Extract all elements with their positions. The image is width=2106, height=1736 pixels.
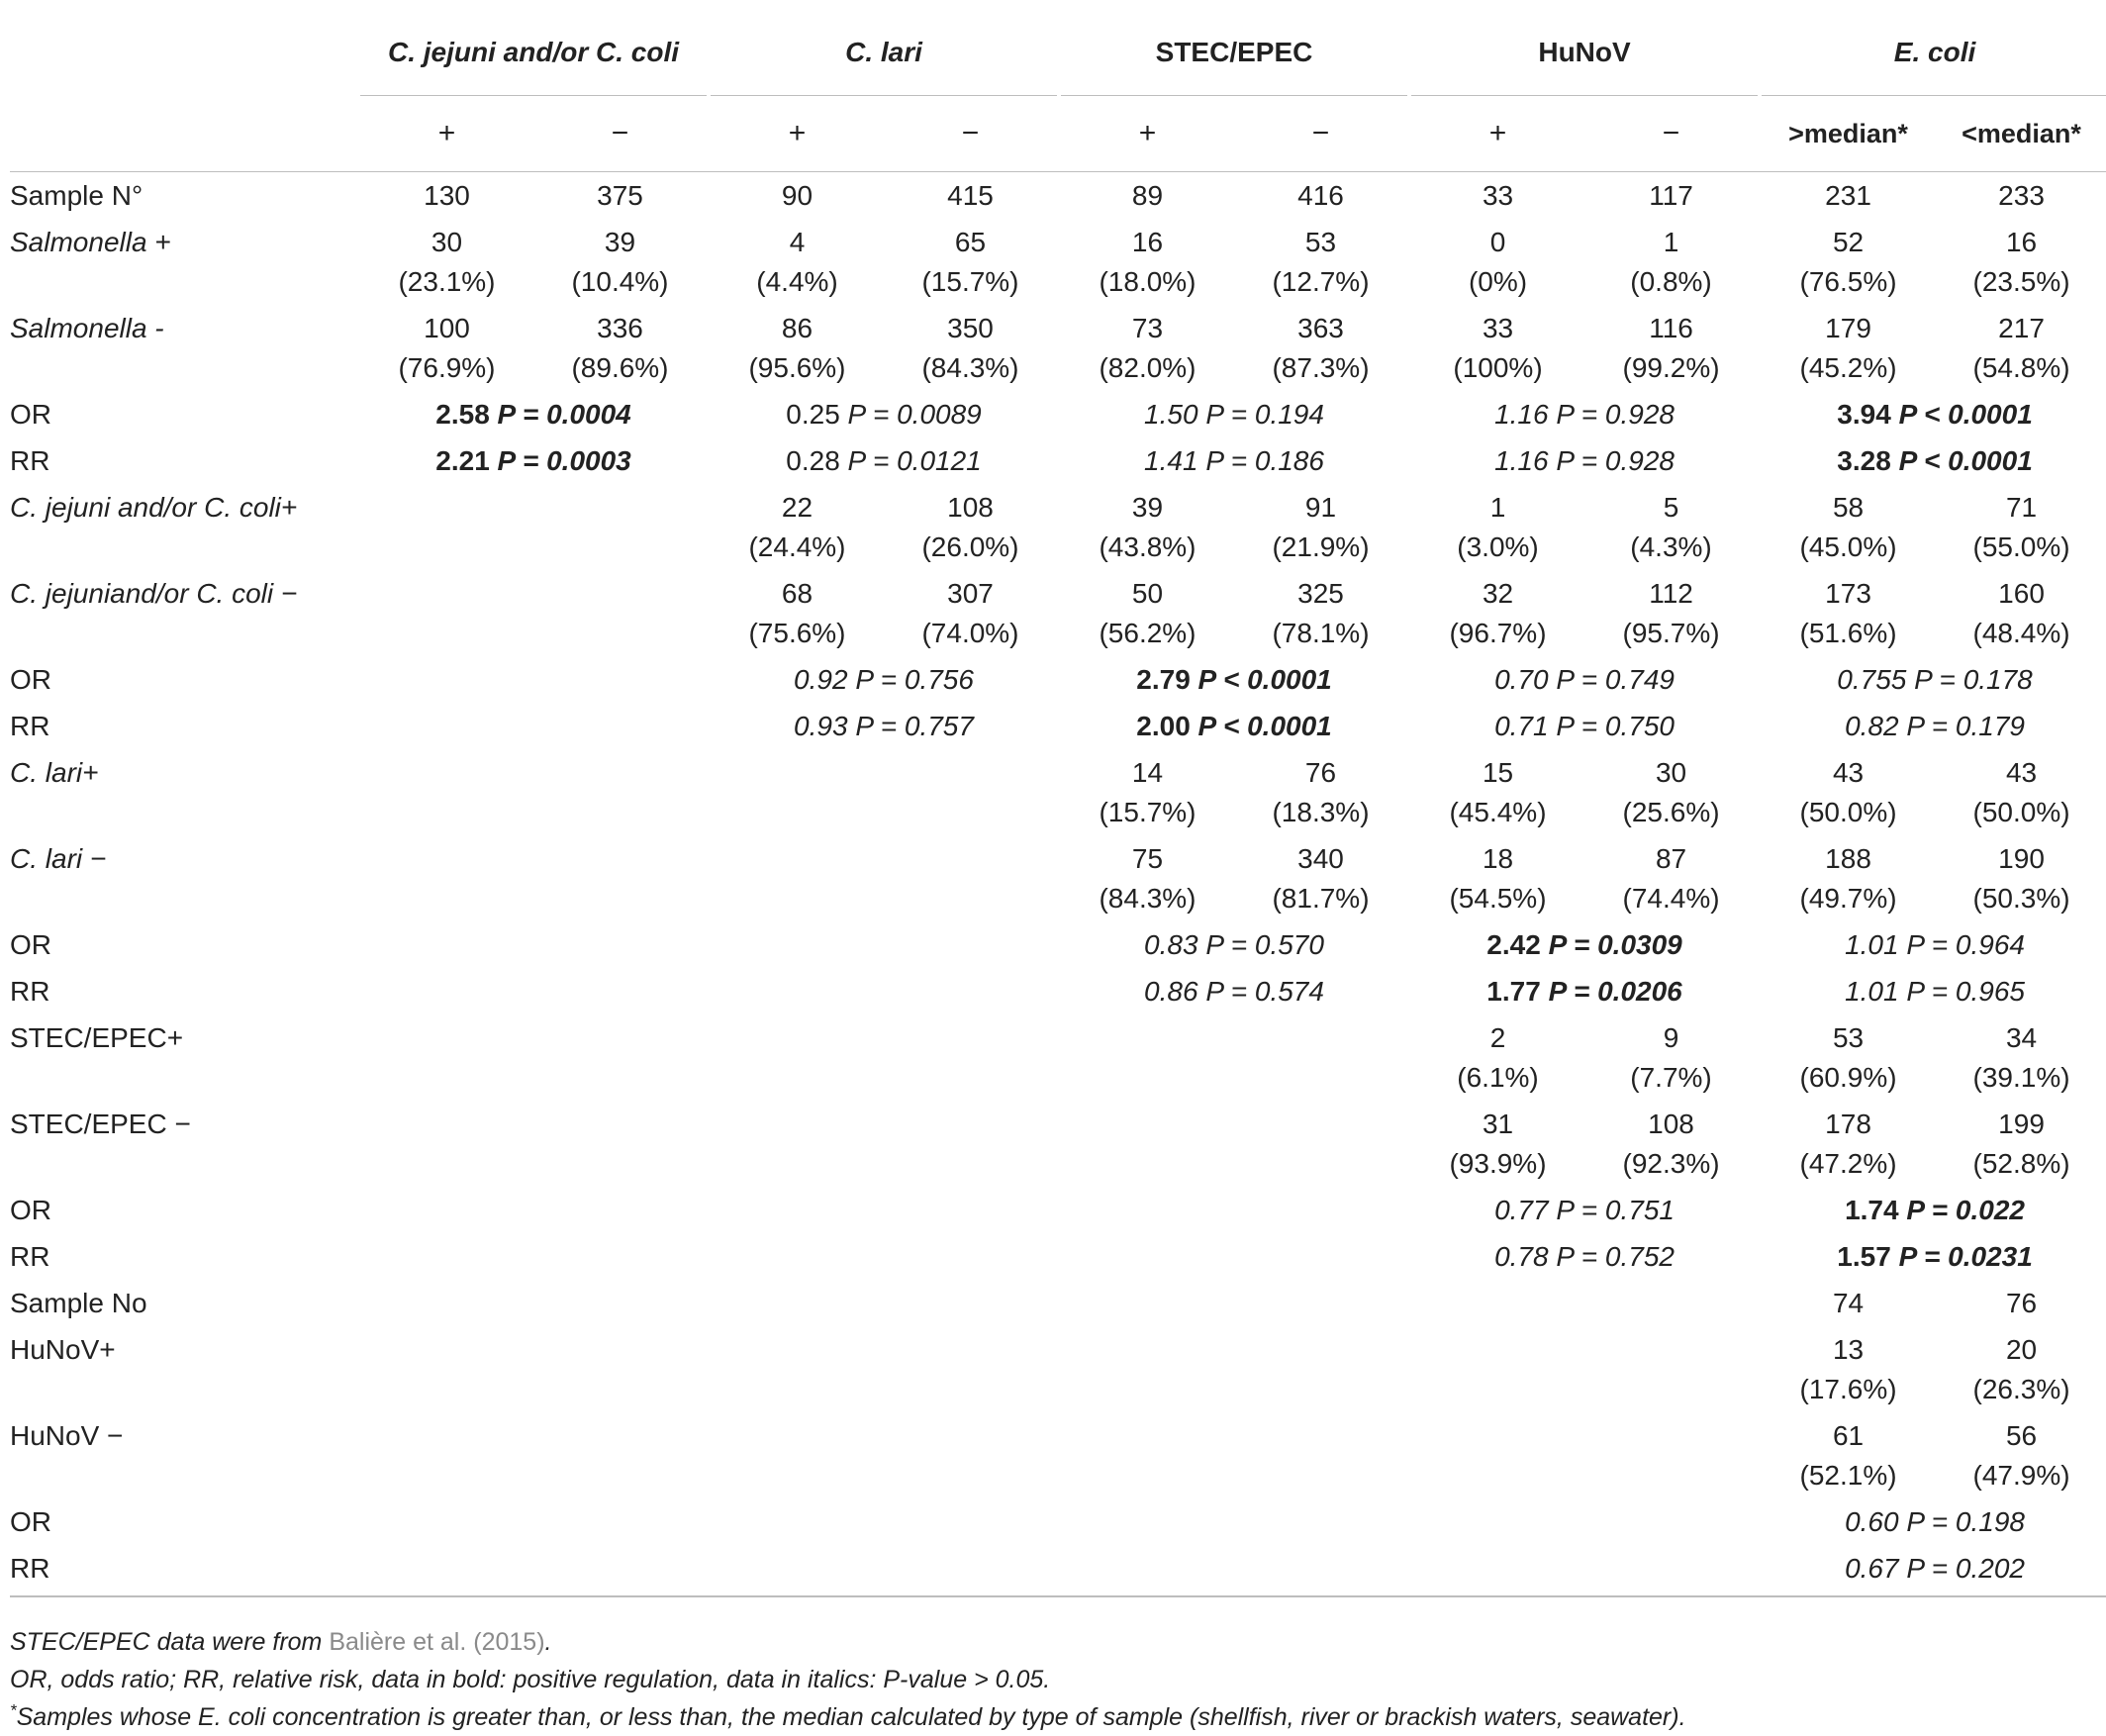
subheader-below-median: <median* [1935, 96, 2106, 172]
stat-cell: 0.60 P = 0.198 [1845, 1506, 2025, 1537]
subheader: + [360, 96, 533, 172]
subheader: − [1234, 96, 1407, 172]
stat-cell: 1.57 P = 0.0231 [1837, 1241, 2033, 1272]
subheader: − [884, 96, 1057, 172]
stat-cell: 1.41 P = 0.186 [1144, 445, 1324, 476]
row-label: C. lari − [10, 843, 107, 874]
table-cell: 50 (56.2%) [1099, 578, 1197, 648]
group-header-hunov: HuNoV [1411, 10, 1758, 96]
table-cell: 16 (18.0%) [1099, 227, 1197, 297]
table-cell: 76 (18.3%) [1272, 757, 1370, 827]
table-cell: 89 [1131, 180, 1164, 211]
table-cell: 1 (3.0%) [1457, 492, 1539, 562]
row-label: RR [10, 1241, 50, 1272]
table-row [10, 1237, 2106, 1284]
stat-cell: 3.94 P < 0.0001 [1837, 399, 2033, 430]
row-label: C. jejuniand/or C. coli − [10, 578, 298, 609]
row-label: C. lari+ [10, 757, 99, 788]
table-cell: 18 (54.5%) [1449, 843, 1547, 914]
table-cell: 33 (100%) [1453, 313, 1543, 383]
header-row-subgroups [10, 96, 2106, 172]
table-cell: 58 (45.0%) [1799, 492, 1897, 562]
table-row [10, 172, 2106, 224]
table-cell: 9 (7.7%) [1630, 1022, 1712, 1093]
table-cell: 15 (45.4%) [1449, 757, 1547, 827]
table-cell: 73 (82.0%) [1099, 313, 1197, 383]
table-cell: 325 (78.1%) [1272, 578, 1370, 648]
subheader: − [533, 96, 707, 172]
table-cell: 160 (48.4%) [1972, 578, 2070, 648]
group-header-cjejuni: C. jejuni and/or C. coli [360, 10, 707, 96]
footnote-median: *Samples whose E. coli concentration is greater than, or less than, the median calculated by type of sample (shellfish, river or brackish waters, seawater). [10, 1700, 1686, 1731]
group-header-clari: C. lari [711, 10, 1057, 96]
row-label: RR [10, 976, 50, 1007]
table-cell: 90 [781, 180, 814, 211]
row-label: Salmonella + [10, 227, 171, 257]
table-cell: 188 (49.7%) [1799, 843, 1897, 914]
table-row [10, 395, 2106, 441]
stat-cell: 1.01 P = 0.964 [1845, 929, 2025, 960]
subheader: + [1411, 96, 1584, 172]
table-cell: 53 (60.9%) [1799, 1022, 1897, 1093]
row-label: Sample N° [10, 180, 144, 211]
table-cell: 68 (75.6%) [748, 578, 846, 648]
table-row [10, 1284, 2106, 1330]
table-cell: 2 (6.1%) [1457, 1022, 1539, 1093]
row-label: C. jejuni and/or C. coli+ [10, 492, 298, 523]
stat-cell: 1.77 P = 0.0206 [1486, 976, 1682, 1007]
stat-cell: 0.86 P = 0.574 [1144, 976, 1324, 1007]
table-cell: 336 (89.6%) [571, 313, 669, 383]
table-cell: 56 (47.9%) [1972, 1420, 2070, 1491]
group-header-stec: STEC/EPEC [1061, 10, 1407, 96]
subheader-above-median: >median* [1762, 96, 1935, 172]
table-footnotes [10, 1623, 1686, 1736]
table-cell: 0 (0%) [1468, 227, 1528, 297]
table-cell: 87 (74.4%) [1622, 843, 1720, 914]
table-cell: 71 (55.0%) [1972, 492, 2070, 562]
table-cell: 1 (0.8%) [1630, 227, 1712, 297]
table-cell: 130 [424, 180, 470, 211]
table-cell: 43 (50.0%) [1799, 757, 1897, 827]
stat-cell: 1.16 P = 0.928 [1494, 399, 1675, 430]
table-cell: 13 (17.6%) [1799, 1334, 1897, 1404]
stat-cell: 0.70 P = 0.749 [1494, 664, 1675, 695]
table-row [10, 223, 2106, 309]
table-cell: 52 (76.5%) [1799, 227, 1897, 297]
table-cell: 100 (76.9%) [398, 313, 496, 383]
row-label: OR [10, 929, 51, 960]
table-row [10, 660, 2106, 707]
stat-cell: 1.16 P = 0.928 [1494, 445, 1675, 476]
table-row [10, 1416, 2106, 1502]
table-row [10, 1330, 2106, 1416]
row-label: HuNoV+ [10, 1334, 116, 1365]
table-cell: 33 [1482, 180, 1514, 211]
table-cell: 14 (15.7%) [1099, 757, 1197, 827]
stat-cell: 1.74 P = 0.022 [1845, 1195, 2025, 1225]
footnote-source: STEC/EPEC data were from Balière et al. (2015). [10, 1628, 552, 1656]
stat-cell: 0.77 P = 0.751 [1494, 1195, 1675, 1225]
table-cell: 112 (95.7%) [1622, 578, 1720, 648]
row-label: STEC/EPEC+ [10, 1022, 184, 1053]
table-cell: 190 (50.3%) [1972, 843, 2070, 914]
table-cell: 43 (50.0%) [1972, 757, 2070, 827]
table-cell: 4 (4.4%) [756, 227, 838, 297]
table-cell: 22 (24.4%) [748, 492, 846, 562]
row-label: OR [10, 399, 51, 430]
table-row [10, 574, 2106, 660]
table-cell: 217 (54.8%) [1972, 313, 2070, 383]
subheader: − [1584, 96, 1758, 172]
row-label: STEC/EPEC − [10, 1109, 191, 1139]
table-row [10, 1018, 2106, 1105]
header-corner [10, 10, 360, 96]
table-cell: 416 [1297, 180, 1344, 211]
table-cell: 117 [1649, 180, 1693, 211]
stat-cell: 0.82 P = 0.179 [1845, 711, 2025, 741]
table-row [10, 753, 2106, 839]
table-cell: 39 (43.8%) [1099, 492, 1197, 562]
table-cell: 65 (15.7%) [921, 227, 1019, 297]
table-cell: 20 (26.3%) [1972, 1334, 2070, 1404]
row-label: RR [10, 1549, 360, 1596]
table-cell: 91 (21.9%) [1272, 492, 1370, 562]
stat-cell: 0.25 P = 0.0089 [786, 399, 982, 430]
row-label: OR [10, 1506, 51, 1537]
table-cell: 233 [1998, 180, 2045, 211]
association-table [10, 10, 2106, 1597]
table-cell: 375 [597, 180, 643, 211]
stat-cell: 2.42 P = 0.0309 [1486, 929, 1682, 960]
table-row [10, 488, 2106, 574]
table-cell: 178 (47.2%) [1799, 1109, 1897, 1179]
row-label: Sample No [10, 1288, 147, 1318]
table-cell: 173 (51.6%) [1799, 578, 1897, 648]
group-header-ecoli: E. coli [1762, 10, 2106, 96]
stat-cell: 2.58 P = 0.0004 [435, 399, 631, 430]
reference-link[interactable]: Balière et al. (2015) [329, 1628, 545, 1656]
stat-cell: 0.92 P = 0.756 [794, 664, 974, 695]
table-cell: 415 [947, 180, 994, 211]
table-cell: 32 (96.7%) [1449, 578, 1547, 648]
row-label: OR [10, 664, 51, 695]
table-cell: 350 (84.3%) [921, 313, 1019, 383]
stat-cell: 0.28 P = 0.0121 [786, 445, 982, 476]
row-label: Salmonella - [10, 313, 164, 343]
table-cell: 30 (25.6%) [1622, 757, 1720, 827]
table-cell: 39 (10.4%) [571, 227, 669, 297]
stat-cell: 2.79 P < 0.0001 [1136, 664, 1332, 695]
stat-cell: 0.755 P = 0.178 [1837, 664, 2033, 695]
stat-cell: 1.01 P = 0.965 [1845, 976, 2025, 1007]
table-cell: 34 (39.1%) [1972, 1022, 2070, 1093]
table-row [10, 1105, 2106, 1191]
row-label: OR [10, 1195, 51, 1225]
table-row [10, 925, 2106, 972]
table-cell: 116 (99.2%) [1622, 313, 1720, 383]
table-row [10, 1549, 2106, 1596]
table-cell: 61 (52.1%) [1799, 1420, 1897, 1491]
table-cell: 307 (74.0%) [921, 578, 1019, 648]
stat-cell: 2.21 P = 0.0003 [435, 445, 631, 476]
table-row [10, 707, 2106, 753]
stat-cell: 2.00 P < 0.0001 [1136, 711, 1332, 741]
stat-cell: 0.93 P = 0.757 [794, 711, 974, 741]
row-label: RR [10, 711, 50, 741]
subheader: + [711, 96, 884, 172]
stat-cell: 3.28 P < 0.0001 [1837, 445, 2033, 476]
table-cell: 31 (93.9%) [1449, 1109, 1547, 1179]
table-cell: 16 (23.5%) [1972, 227, 2070, 297]
table-cell: 108 (26.0%) [921, 492, 1019, 562]
table-cell: 340 (81.7%) [1272, 843, 1370, 914]
table-row [10, 441, 2106, 488]
table-cell: 179 (45.2%) [1799, 313, 1897, 383]
table-cell: 75 (84.3%) [1099, 843, 1197, 914]
stat-cell: 0.83 P = 0.570 [1144, 929, 1324, 960]
table-row [10, 309, 2106, 395]
row-label: RR [10, 445, 50, 476]
table-cell: 199 (52.8%) [1972, 1109, 2070, 1179]
row-label: HuNoV − [10, 1420, 124, 1451]
table-cell: 74 [1832, 1288, 1865, 1318]
footnote-abbreviations: OR, odds ratio; RR, relative risk, data in bold: positive regulation, data in italics: P-value > 0.05. [10, 1666, 1051, 1693]
table-cell: 30 (23.1%) [398, 227, 496, 297]
table-cell: 86 (95.6%) [748, 313, 846, 383]
table-row [10, 972, 2106, 1018]
table-cell: 5 (4.3%) [1630, 492, 1712, 562]
stat-cell: 0.78 P = 0.752 [1494, 1241, 1675, 1272]
table-cell: 231 [1825, 180, 1871, 211]
stat-cell: 0.71 P = 0.750 [1494, 711, 1675, 741]
table-cell: 363 (87.3%) [1272, 313, 1370, 383]
header-row-groups [10, 10, 2106, 96]
table-cell: 108 (92.3%) [1622, 1109, 1720, 1179]
subheader: + [1061, 96, 1234, 172]
stat-cell: 0.67 P = 0.202 [1762, 1549, 2106, 1596]
table-cell: 76 [2005, 1288, 2038, 1318]
table-row [10, 839, 2106, 925]
table-row [10, 1502, 2106, 1549]
table-row [10, 1191, 2106, 1237]
stat-cell: 1.50 P = 0.194 [1144, 399, 1324, 430]
table-cell: 53 (12.7%) [1272, 227, 1370, 297]
